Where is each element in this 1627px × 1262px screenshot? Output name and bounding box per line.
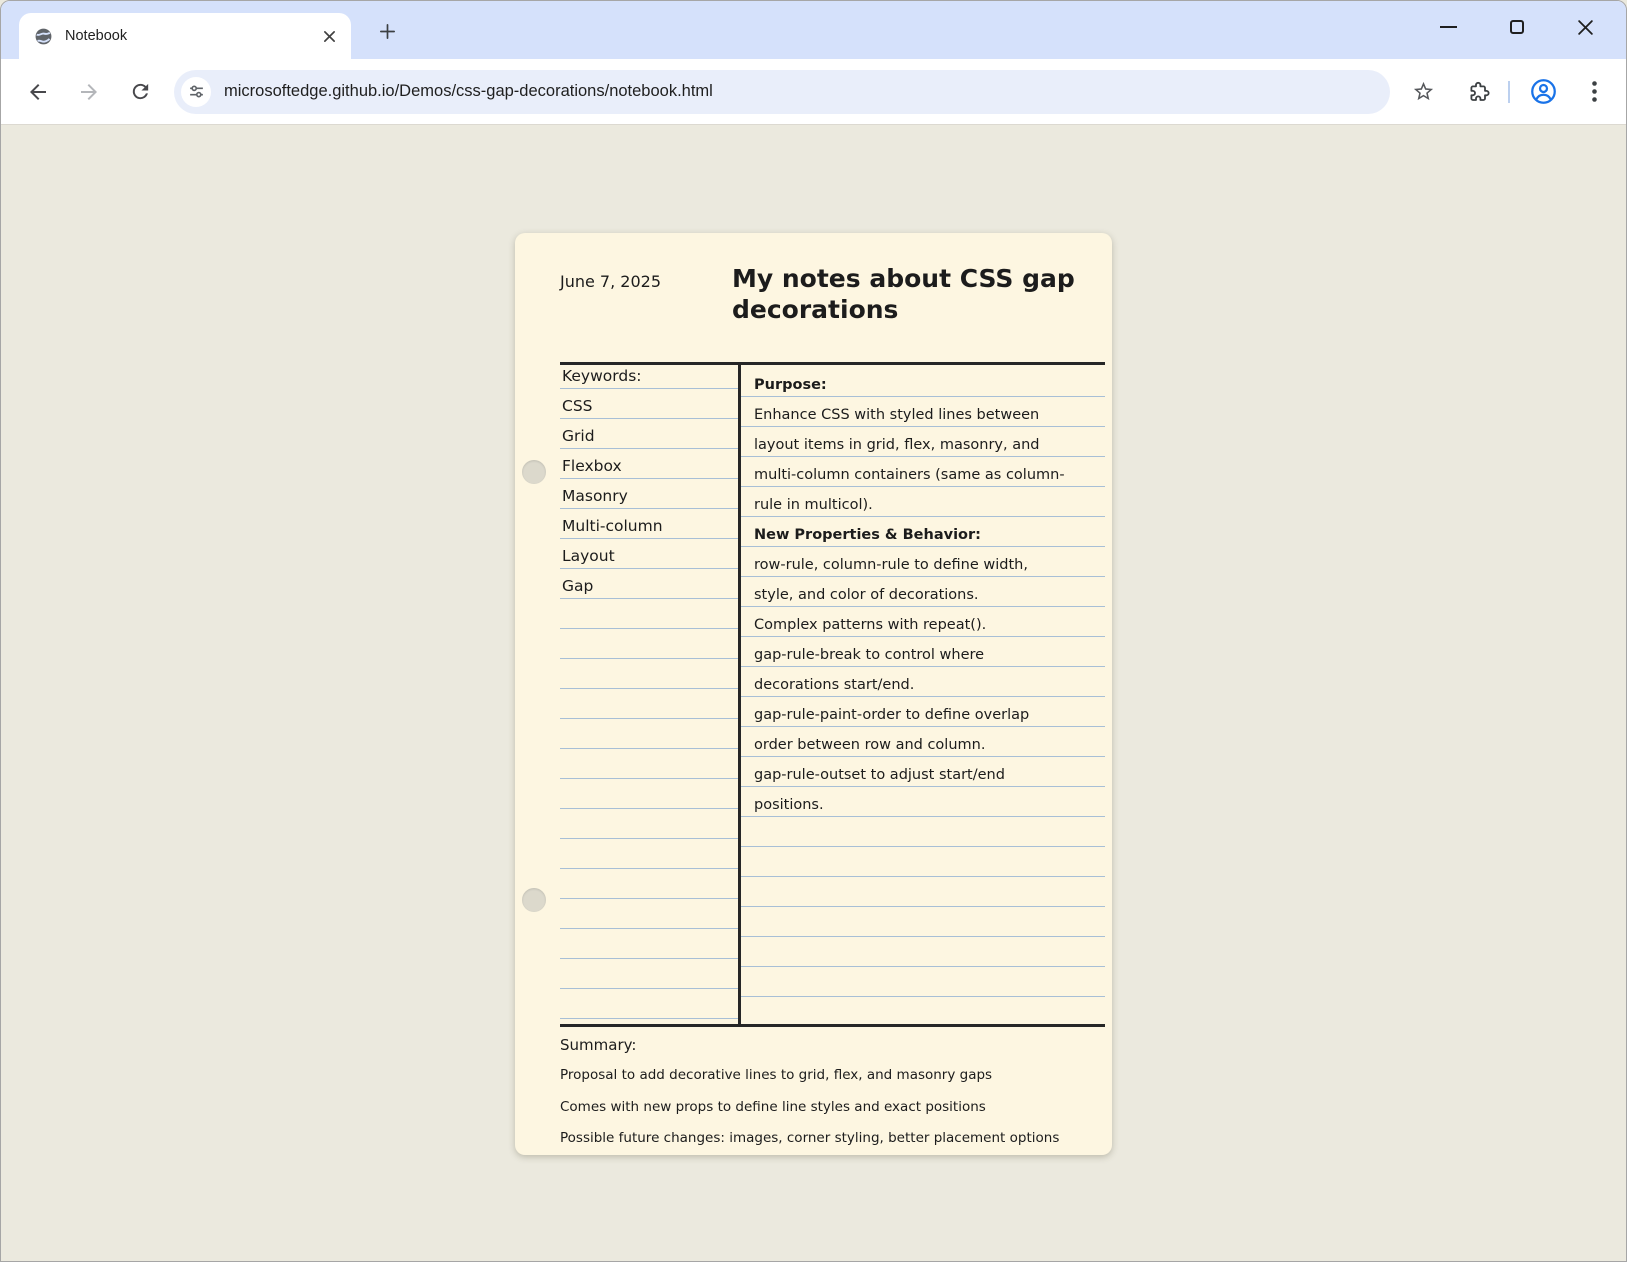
content-line-row: gap-rule-break to control where xyxy=(741,637,1105,667)
note-title-line: My notes about CSS gap xyxy=(732,264,1075,293)
summary-section xyxy=(560,1036,1094,1146)
empty-ruled-row xyxy=(741,847,1105,877)
profile-avatar-icon[interactable] xyxy=(1526,75,1560,109)
empty-ruled-row xyxy=(560,659,738,689)
empty-ruled-row xyxy=(560,749,738,779)
summary-line: Possible future changes: images, corner styling, better placement options xyxy=(560,1130,1060,1146)
note-header xyxy=(515,233,1112,362)
empty-ruled-row xyxy=(560,719,738,749)
empty-ruled-row xyxy=(741,817,1105,847)
content-line-row: row-rule, column-rule to define width, xyxy=(741,547,1105,577)
content-line-row: New Properties & Behavior: xyxy=(741,517,1105,547)
empty-ruled-row xyxy=(560,839,738,869)
url-text[interactable]: microsoftedge.github.io/Demos/css-gap-decorations/notebook.html xyxy=(224,82,713,100)
empty-ruled-row xyxy=(560,599,738,629)
binder-hole-icon xyxy=(522,460,546,484)
note-date: June 7, 2025 xyxy=(560,272,661,291)
binder-hole-icon xyxy=(522,888,546,912)
reload-icon[interactable] xyxy=(123,75,157,109)
empty-ruled-row xyxy=(560,809,738,839)
page-content xyxy=(1,125,1626,1262)
content-line-row: Enhance CSS with styled lines between xyxy=(741,397,1105,427)
menu-dots-icon[interactable] xyxy=(1580,75,1608,109)
tune-icon xyxy=(188,83,205,100)
extensions-puzzle-icon[interactable] xyxy=(1462,75,1496,109)
empty-ruled-row xyxy=(560,869,738,899)
summary-line: Proposal to add decorative lines to grid, flex, and masonry gaps xyxy=(560,1067,993,1083)
content-line-row: layout items in grid, flex, masonry, and xyxy=(741,427,1105,457)
keyword-row: Grid xyxy=(560,419,738,449)
keyword-row: Flexbox xyxy=(560,449,738,479)
close-button-icon[interactable] xyxy=(1577,19,1594,36)
tab-close-icon[interactable] xyxy=(317,24,341,48)
keyword-row: Masonry xyxy=(560,479,738,509)
tab-title: Notebook xyxy=(65,28,128,44)
empty-ruled-row xyxy=(560,689,738,719)
summary-line: Comes with new props to define line styles and exact positions xyxy=(560,1098,986,1115)
note-title xyxy=(732,263,1075,325)
content-line-row: style, and color of decorations. xyxy=(741,577,1105,607)
content-line-row: gap-rule-outset to adjust start/end xyxy=(741,757,1105,787)
summary-label: Summary: xyxy=(560,1036,637,1054)
new-tab-button[interactable] xyxy=(373,17,401,45)
content-line-row: Complex patterns with repeat(). xyxy=(741,607,1105,637)
content-line-row: gap-rule-paint-order to define overlap xyxy=(741,697,1105,727)
content-line-row: rule in multicol). xyxy=(741,487,1105,517)
tab-notebook[interactable] xyxy=(19,13,351,59)
toolbar-separator xyxy=(1508,81,1510,103)
keyword-row: Gap xyxy=(560,569,738,599)
window-controls xyxy=(1440,1,1626,53)
empty-ruled-row xyxy=(560,959,738,989)
content-line-row: Purpose: xyxy=(741,373,1105,397)
toolbar-right-icons xyxy=(1406,75,1608,109)
bookmark-star-icon[interactable] xyxy=(1406,75,1440,109)
content-line-row: multi-column containers (same as column- xyxy=(741,457,1105,487)
empty-ruled-row xyxy=(560,779,738,809)
empty-ruled-row xyxy=(741,877,1105,907)
empty-ruled-row xyxy=(741,967,1105,997)
empty-ruled-row xyxy=(560,989,738,1019)
keywords-column xyxy=(560,365,741,1024)
empty-ruled-row xyxy=(741,907,1105,937)
empty-ruled-row xyxy=(560,899,738,929)
site-settings-button[interactable] xyxy=(181,77,211,107)
note-table xyxy=(560,362,1105,1027)
content-line-row: order between row and column. xyxy=(741,727,1105,757)
content-line-row: decorations start/end. xyxy=(741,667,1105,697)
content-line-row: positions. xyxy=(741,787,1105,817)
keyword-row: Layout xyxy=(560,539,738,569)
globe-favicon-icon xyxy=(34,27,53,46)
keyword-row: CSS xyxy=(560,389,738,419)
minimize-button-icon[interactable] xyxy=(1440,26,1457,28)
keyword-row: Multi-column xyxy=(560,509,738,539)
empty-ruled-row xyxy=(741,937,1105,967)
tab-bar xyxy=(1,1,1626,59)
note-title-line: decorations xyxy=(732,295,899,324)
maximize-button-icon[interactable] xyxy=(1510,20,1524,34)
empty-ruled-row xyxy=(560,629,738,659)
address-bar[interactable] xyxy=(174,70,1390,114)
keywords-label-row: Keywords: xyxy=(560,365,738,389)
note-card xyxy=(515,233,1112,1155)
browser-toolbar xyxy=(1,59,1626,125)
content-column xyxy=(741,365,1105,1024)
back-arrow-icon[interactable] xyxy=(21,75,55,109)
empty-ruled-row xyxy=(560,929,738,959)
forward-arrow-icon[interactable] xyxy=(72,75,106,109)
